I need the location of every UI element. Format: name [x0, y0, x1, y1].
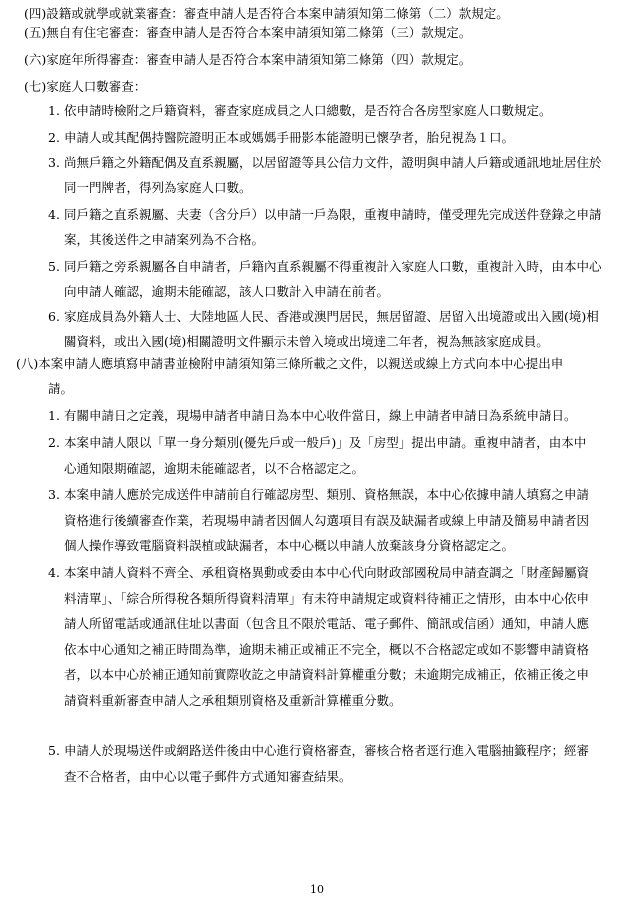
page-number: 10	[310, 883, 324, 896]
section-6: (六)家庭年所得審查：審查申請人是否符合本案申請須知第二條第（四）款規定。	[24, 52, 472, 67]
list-item-text: 本案申請人資料不齊全、承租資格異動或委由本中心代向財政部國稅局申請查調之「財產歸屬資	[64, 565, 590, 580]
list-item-text: 個人操作導致電腦資料誤植或缺漏者，本中心概以申請人放棄該身分資格認定之。	[64, 538, 515, 553]
list-item-number: 1.	[48, 408, 60, 423]
list-item-text: 資格進行後續審查作業，若現場申請者因個人勾選項目有誤及缺漏者或線上申請及簡易申請者因	[64, 512, 590, 528]
section-4: (四)設籍或就學或就業審查：審查申請人是否符合本案申請須知第二條第（二）款規定。	[24, 6, 509, 21]
list-item-text: 尚無戶籍之外籍配偶及直系親屬，以居留證等具公信力文件，證明與申請人戶籍或通訊地址居住於	[64, 155, 602, 170]
list-item-text: 申請人或其配偶持醫院證明正本或媽媽手冊影本能證明已懷孕者，胎兒視為１口。	[64, 130, 515, 145]
list-item-text: 者，以本中心於補正通知前實際收訖之申請資料計算權重分數；未逾期完成補正，依補正後之申	[64, 667, 590, 682]
section-5: (五)無自有住宅審查：審查申請人是否符合本案申請須知第二條第（三）款規定。	[24, 25, 472, 40]
list-item-number: 2.	[48, 435, 60, 450]
list-item-text: 家庭成員為外籍人士、大陸地區人民、香港或澳門居民，無居留證、居留入出境證或出入國(境)相	[64, 309, 599, 324]
list-item-number: 3.	[48, 487, 60, 502]
list-item-number: 1.	[48, 103, 60, 118]
list-item-text: 本案申請人應於完成送件申請前自行確認房型、類別、資格無誤，本中心依據申請人填寫之申請	[64, 487, 590, 502]
list-item-text: 同戶籍之旁系親屬各自申請者，戶籍內直系親屬不得重複計入家庭人口數，重複計入時，由本中心	[64, 259, 602, 274]
list-item-number: 6.	[48, 309, 60, 324]
list-item-number: 3.	[48, 155, 60, 170]
list-item-text: 有關申請日之定義，現場申請者申請日為本中心收件當日，線上申請者申請日為系統申請日。	[64, 408, 577, 423]
list-item-text: 關資料，或出入國(境)相關證明文件顯示未曾入境或出境達二年者，視為無該家庭成員。	[64, 334, 549, 349]
section-8-line-2: 請。	[48, 381, 74, 396]
section-7-heading: (七)家庭人口數審查：	[24, 79, 147, 94]
list-item-text: 依申請時檢附之戶籍資料，審查家庭成員之人口總數，是否符合各房型家庭人口數規定。	[64, 103, 552, 118]
list-item-text: 案，其後送件之申請案列為不合格。	[64, 232, 265, 247]
list-item-text: 本案申請人限以「單一身分類別(優先戶或一般戶)」及「房型」提出申請。重複申請者，由本中	[64, 435, 587, 450]
list-item-text: 查不合格者，由中心以電子郵件方式通知審查結果。	[64, 768, 352, 784]
list-item-text: 申請人於現場送件或網路送件後由中心進行資格審查，審核合格者逕行進入電腦抽籤程序；經審	[64, 743, 590, 758]
list-item-text: 依本中心通知之補正時間為準，逾期未補正或補正不完全，概以不合格認定或如不影響申請資格	[64, 641, 590, 657]
list-item-number: 4.	[48, 565, 60, 580]
list-item-text: 向申請人確認，逾期未能確認，該人口數計入申請在前者。	[64, 284, 390, 299]
list-item-number: 5.	[48, 743, 60, 758]
list-item-number: 2.	[48, 130, 60, 145]
list-item-text: 心通知限期確認，逾期未能確認者，以不合格認定之。	[64, 460, 365, 476]
list-item-number: 5.	[48, 259, 60, 274]
list-item-number: 4.	[48, 207, 60, 222]
list-item-text: 請資料重新審查申請人之承租類別資格及重新計算權重分數。	[64, 692, 402, 708]
list-item-text: 同一門牌者，得列為家庭人口數。	[64, 180, 252, 195]
section-8-line-1: (八)本案申請人應填寫申請書並檢附申請須知第三條所載之文件，以親送或線上方式向本中心提出申	[16, 356, 564, 371]
list-item-text: 料清單」、「綜合所得稅各類所得資料清單」有未符申請規定或資料待補正之情形，由本中心依申	[64, 590, 590, 606]
list-item-text: 同戶籍之直系親屬、夫妻（含分戶）以申請一戶為限，重複申請時，僅受理先完成送件登錄之申請	[64, 207, 602, 222]
list-item-text: 請人所留電話或通訊住址以書面（包含且不限於電話、電子郵件、簡訊或信函）通知，申請人應	[64, 616, 590, 631]
